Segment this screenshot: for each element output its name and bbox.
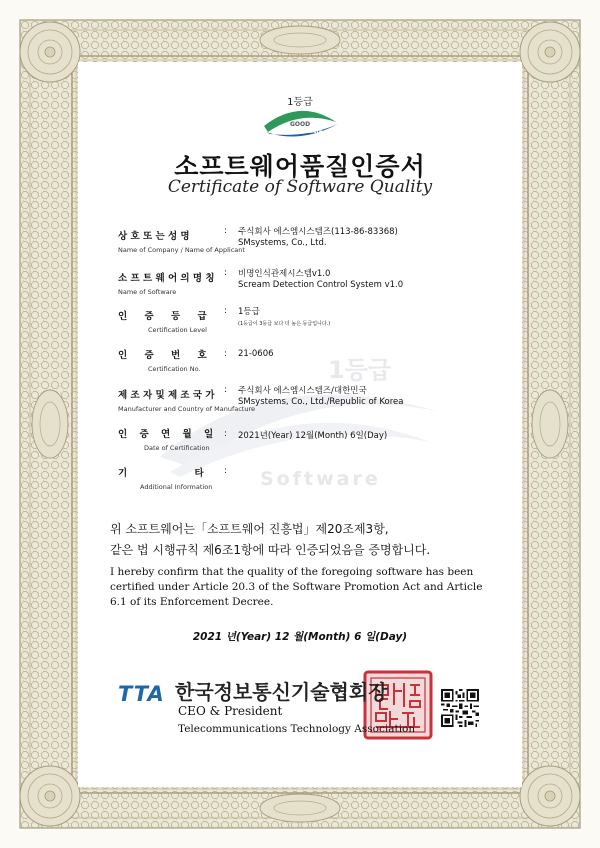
issuer-name-english: Telecommunications Technology Association (178, 723, 416, 735)
field-manufacturer-value-en: SMsystems, Co., Ltd./Republic of Korea (238, 397, 404, 407)
colon: : (224, 226, 228, 236)
field-level-label-ko: 인 증 등 급 (118, 311, 207, 322)
field-manufacturer-value-ko: 주식회사 에스엠시스템즈/대한민국 (238, 386, 367, 396)
logo-text-good: GOOD (290, 121, 311, 128)
field-level-label-en: Certification Level (148, 326, 207, 334)
field-software-value-en: Scream Detection Control System v1.0 (238, 280, 404, 290)
issuer-name-korean: 한국정보통신기술협회장 (175, 680, 388, 704)
statement-korean (110, 519, 430, 561)
qr-code (441, 689, 479, 727)
field-level-value: 1등급 (238, 307, 260, 317)
tta-logo: TTA (118, 682, 165, 706)
field-date-label-en: Date of Certification (144, 444, 210, 452)
field-date-label-ko: 인 증 연 월 일 (118, 429, 214, 440)
field-software-label-en: Name of Software (118, 288, 177, 296)
field-date-value: 2021년(Year) 12월(Month) 6일(Day) (238, 431, 388, 441)
title-korean: 소프트웨어품질인증서 (174, 152, 426, 181)
statement-english: I hereby confirm that the quality of the foregoing software has been certified under Article 20.3 of the Software Promotion Act and Article 6.1 of its Enforcement Decree. (110, 566, 483, 608)
colon: : (224, 466, 228, 476)
statement-korean-line-1: 위 소프트웨어는「소프트웨어 진흥법」제20조제3항, (110, 522, 389, 536)
colon: : (224, 306, 228, 316)
issue-date: 2021 년(Year) 12 월(Month) 6 일(Day) (192, 631, 408, 643)
field-additional-label-ko: 기 타 (118, 468, 204, 479)
field-manufacturer-label-en: Manufacturer and Country of Manufacture (118, 405, 255, 413)
watermark-software: Software (260, 468, 381, 490)
colon: : (224, 429, 228, 439)
field-software-label-ko: 소 프 트 웨 어 의 명 칭 (118, 273, 215, 284)
issuer-title: CEO & President (178, 704, 283, 718)
colon: : (224, 385, 228, 395)
colon: : (224, 268, 228, 278)
field-certno-value: 21-0606 (238, 349, 274, 359)
field-level-note: (1등급이 3등급 보다 더 높은 등급입니다.) (238, 321, 331, 327)
field-certno-label-en: Certification No. (148, 365, 201, 373)
statement-korean-line-2: 같은 법 시행규칙 제6조1항에 따라 인증되었음을 증명합니다. (110, 543, 431, 557)
colon: : (224, 349, 228, 359)
watermark-grade: 1등급 (328, 356, 392, 384)
field-company-value-en: SMsystems, Co., Ltd. (238, 238, 327, 248)
field-manufacturer-label-ko: 제 조 자 및 제 조 국 가 (118, 390, 215, 401)
field-company-label-ko: 상 호 또 는 성 명 (118, 231, 190, 242)
field-software-value-ko: 비명인식관제시스템v1.0 (238, 269, 331, 279)
field-certno-label-ko: 인 증 번 호 (118, 350, 207, 361)
grade-label: 1등급 (287, 97, 313, 108)
title-english: Certificate of Software Quality (167, 177, 433, 197)
field-additional-label-en: Additional Information (140, 483, 213, 491)
field-company-label-en: Name of Company / Name of Applicant (118, 246, 245, 254)
field-company-value-ko: 주식회사 에스엠시스템즈(113-86-83368) (238, 227, 398, 237)
logo-text-software: Software (297, 129, 323, 135)
good-software-logo (258, 104, 342, 144)
